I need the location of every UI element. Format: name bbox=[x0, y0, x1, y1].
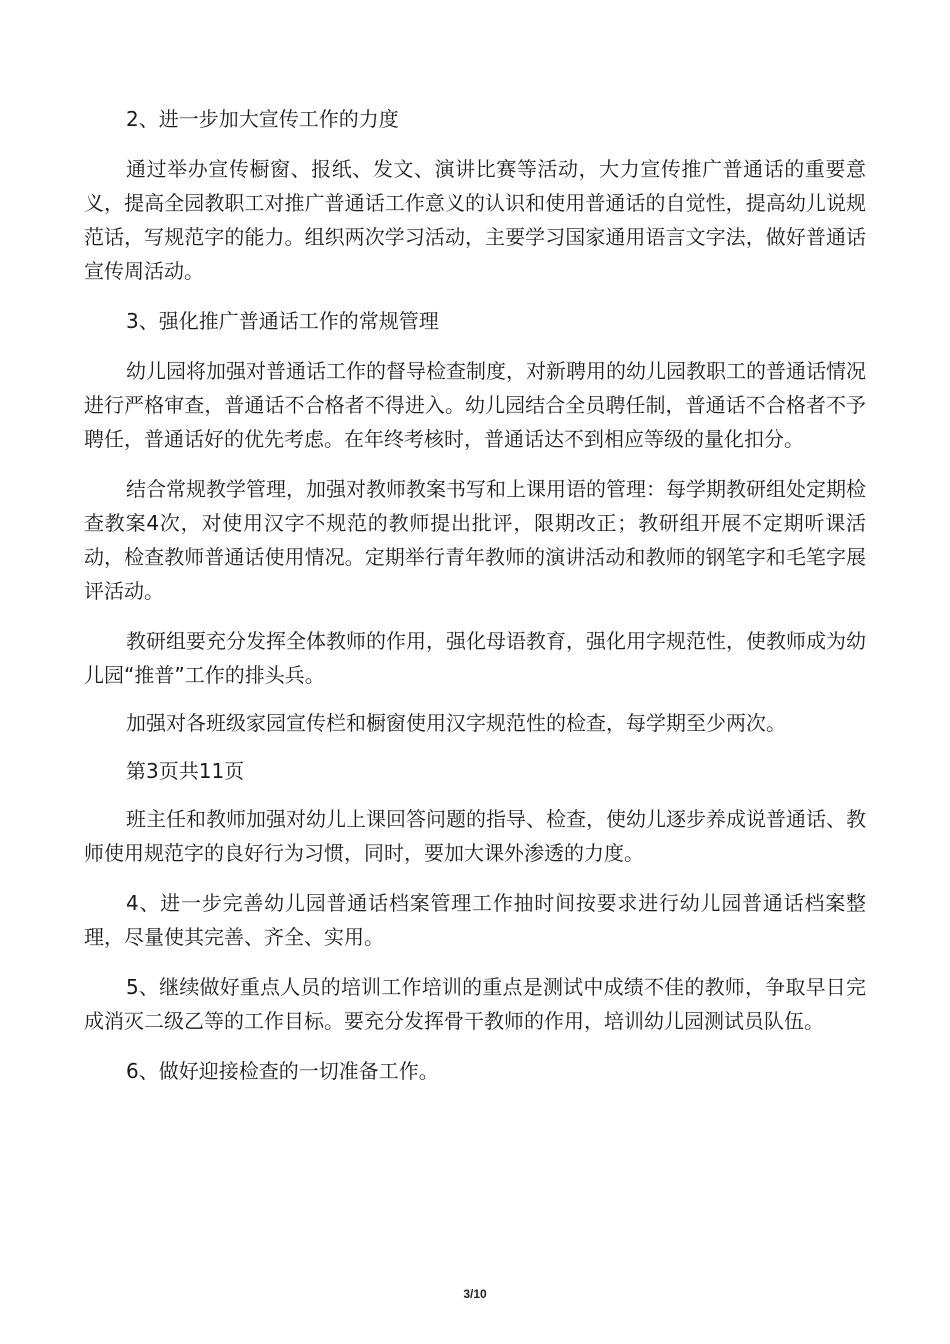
paragraph-class-teacher: 班主任和教师加强对幼儿上课回答问题的指导、检查，使幼儿逐步养成说普通话、教师使用规范字的良好行为习惯，同时，要加大课外渗透的力度。 bbox=[84, 807, 866, 865]
heading-item-2: 2、进一步加大宣传工作的力度 bbox=[126, 107, 399, 131]
page-number: 3/10 bbox=[463, 1287, 487, 1301]
paragraph-teaching-management: 结合常规教学管理，加强对教师教案书写和上课用语的管理：每学期教研组处定期检查教案4次，对使用汉字不规范的教师提出批评，限期改正；教研组开展不定期听课活动，检查教师普通话使用情况。定期举行青年教师的演讲活动和教师的钢笔字和毛笔字展评活动。 bbox=[84, 477, 866, 603]
inline-page-marker: 第3页共11页 bbox=[126, 759, 245, 783]
paragraph-bulletin-check: 加强对各班级家园宣传栏和橱窗使用汉字规范性的检查，每学期至少两次。 bbox=[126, 711, 786, 735]
paragraph-supervision: 幼儿园将加强对普通话工作的督导检查制度，对新聘用的幼儿园教职工的普通话情况进行严格审查，普通话不合格者不得进入。幼儿园结合全员聘任制，普通话不合格者不予聘任，普通话好的优先考虑。在年终考核时，普通话达不到相应等级的量化扣分。 bbox=[84, 359, 866, 451]
heading-item-5: 5、继续做好重点人员的培训工作培训的重点是测试中成绩不佳的教师，争取早日完成消灭二级乙等的工作目标。要充分发挥骨干教师的作用，培训幼儿园测试员队伍。 bbox=[84, 975, 866, 1033]
document-body bbox=[84, 102, 866, 1088]
heading-item-3: 3、强化推广普通话工作的常规管理 bbox=[126, 309, 439, 333]
paragraph-publicity: 通过举办宣传橱窗、报纸、发文、演讲比赛等活动，大力宣传推广普通话的重要意义，提高全园教职工对推广普通话工作意义的认识和使用普通话的自觉性，提高幼儿说规范话，写规范字的能力。组织两次学习活动，主要学习国家通用语言文字法，做好普通话宣传周活动。 bbox=[84, 157, 866, 283]
heading-item-6: 6、做好迎接检查的一切准备工作。 bbox=[126, 1059, 439, 1083]
heading-item-4: 4、进一步完善幼儿园普通话档案管理工作抽时间按要求进行幼儿园普通话档案整理，尽量使其完善、齐全、实用。 bbox=[84, 891, 866, 949]
paragraph-teaching-group: 教研组要充分发挥全体教师的作用，强化母语教育，强化用字规范性，使教师成为幼儿园“推普”工作的排头兵。 bbox=[84, 629, 866, 687]
